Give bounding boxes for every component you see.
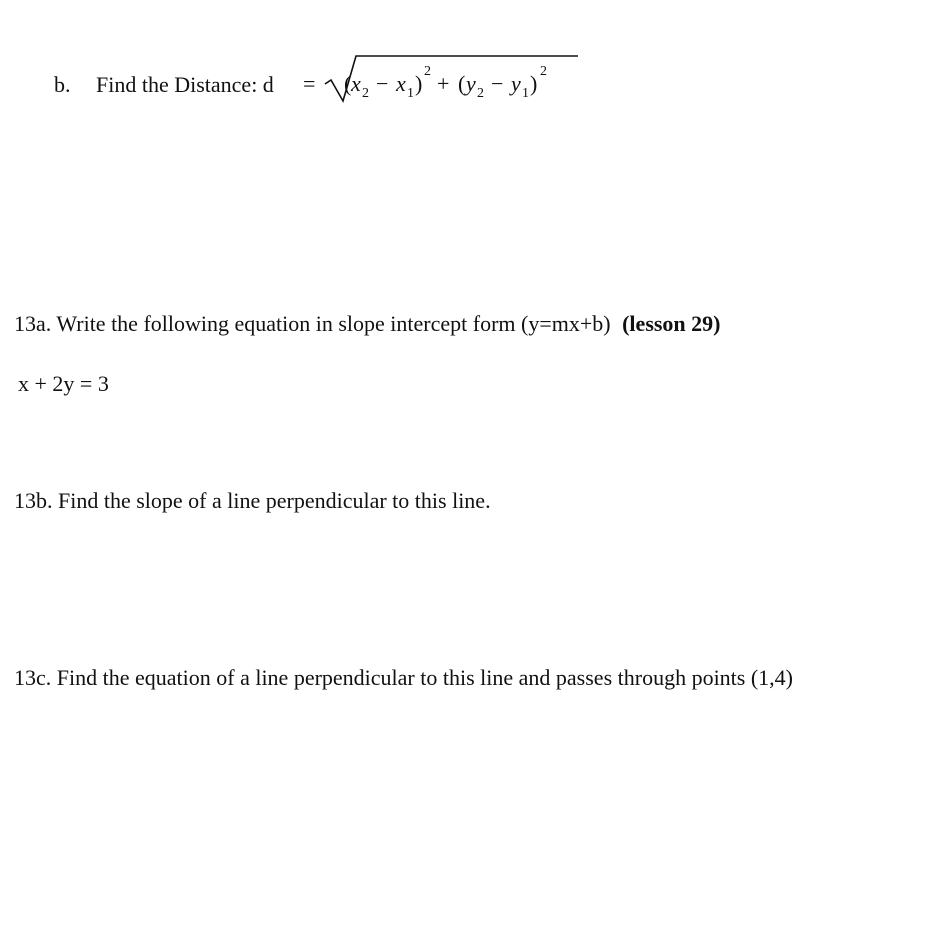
radical-sign bbox=[325, 56, 578, 101]
equation-13a: x + 2y = 3 bbox=[18, 371, 109, 396]
square-exponent-1: 2 bbox=[424, 64, 431, 79]
y1-var: y bbox=[511, 71, 521, 96]
square-exponent-2: 2 bbox=[540, 64, 547, 79]
equals-sign: = bbox=[303, 71, 316, 96]
close-paren-2: ) bbox=[530, 71, 538, 96]
x1-var: x bbox=[396, 71, 406, 96]
distance-prompt: Find the Distance: d bbox=[96, 72, 274, 97]
x1-subscript: 1 bbox=[407, 86, 414, 101]
x2-subscript: 2 bbox=[362, 86, 369, 101]
y2-var: y bbox=[466, 71, 476, 96]
question-13c: 13c. Find the equation of a line perpendicular to this line and passes through points (1,4) bbox=[14, 665, 794, 690]
open-paren-2: ( bbox=[458, 71, 466, 96]
x2-var: x bbox=[351, 71, 361, 96]
y1-subscript: 1 bbox=[522, 86, 529, 101]
open-paren-1: ( bbox=[344, 71, 352, 96]
question-13a bbox=[14, 313, 721, 335]
minus-sign-2: − bbox=[491, 71, 504, 96]
lesson-reference: (lesson 29) bbox=[622, 311, 721, 336]
distance-formula bbox=[0, 0, 937, 140]
part-b-label: b. bbox=[54, 72, 71, 97]
minus-sign-1: − bbox=[376, 71, 389, 96]
question-13a-text: 13a. Write the following equation in slope intercept form (y=mx+b) bbox=[14, 311, 611, 336]
plus-sign: + bbox=[437, 71, 450, 96]
question-13b: 13b. Find the slope of a line perpendicular to this line. bbox=[14, 488, 491, 513]
y2-subscript: 2 bbox=[477, 86, 484, 101]
close-paren-1: ) bbox=[415, 71, 423, 96]
